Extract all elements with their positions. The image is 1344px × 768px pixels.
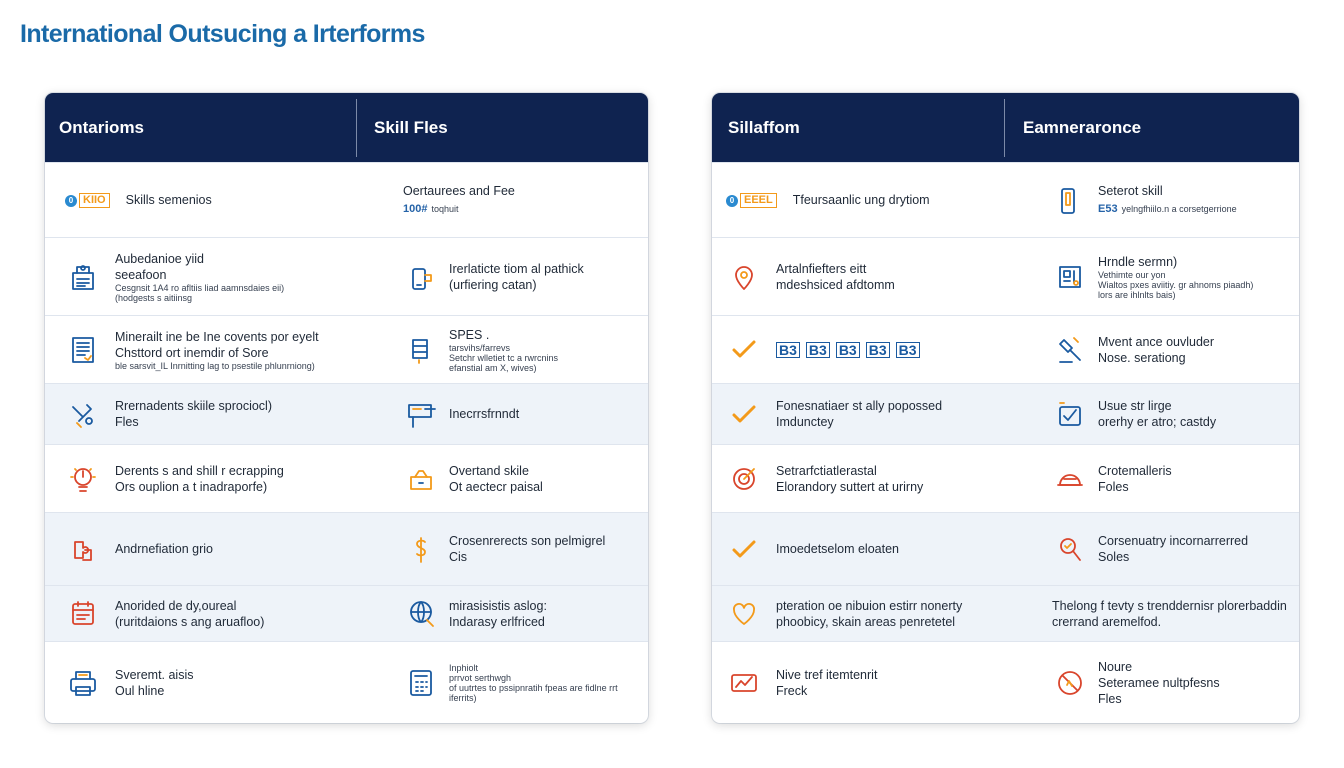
- table-row: [712, 444, 1299, 512]
- cell-col1: [65, 316, 319, 384]
- checkmark-icon: [726, 397, 762, 433]
- table-row: [45, 641, 648, 723]
- calendar-icon: [65, 596, 101, 632]
- cell-line: Tfeursaanlic ung drytiom: [792, 193, 930, 207]
- cell-line: mirasisistis aslog:: [449, 598, 547, 613]
- cell-line: (urfiering catan): [449, 277, 537, 292]
- cell-text: [776, 668, 877, 699]
- cell-col1: [726, 513, 899, 586]
- table-row: [45, 237, 648, 315]
- table-row: [45, 162, 648, 237]
- cell-text: [115, 330, 319, 371]
- left-panel: [45, 93, 648, 723]
- cell-small-line: Setchr wlletiet tc a rwrcnins: [449, 352, 559, 363]
- cell-text: [776, 542, 899, 557]
- cell-line: Noure: [1098, 659, 1133, 674]
- cell-col2: [1052, 445, 1172, 513]
- cell-col2: [403, 513, 605, 586]
- cell-text: [126, 193, 212, 208]
- cell-line: Mvent ance ouvluder: [1098, 334, 1215, 349]
- cell-small-line: lors are ihlnlts bais): [1098, 289, 1176, 300]
- puzzle-icon: [65, 532, 101, 568]
- coin-stack-icon: [403, 332, 439, 368]
- cell-text: [1098, 534, 1248, 565]
- cell-line: Skills semenios: [125, 193, 212, 207]
- cell-small-line: of uutrtes to pssipnratih fpeas are fidlne rrt: [449, 683, 618, 693]
- dollar-icon: [403, 532, 439, 568]
- cell-small-line: Vethimte our yon: [1098, 269, 1166, 280]
- cell-line: Anorided de dy,oureal: [115, 598, 237, 613]
- chart-icon: [726, 665, 762, 701]
- cell-line: Andrnefiation grio: [115, 542, 213, 556]
- cell-small-line: iferrits): [449, 693, 477, 703]
- cell-small-line: efanstial am X, wives): [449, 362, 537, 373]
- cell-line: Foles: [1098, 479, 1129, 494]
- cell-col1: [726, 238, 895, 316]
- cell-line: Aubedanioe yiid: [115, 251, 204, 266]
- cell-line: Fonesnatiaer st ally popossed: [776, 399, 943, 413]
- cell-col1: [65, 513, 213, 586]
- cell-line: Imoedetselom eloaten: [776, 542, 899, 556]
- cell-line: Corsenuatry incornarrerred: [1098, 534, 1249, 548]
- cell-col1: [726, 163, 930, 238]
- cell-col2: [403, 238, 584, 316]
- cell-line: Elorandory suttert at urirny: [776, 479, 924, 494]
- cell-line: mdeshsiced afdtomm: [776, 277, 895, 292]
- cell-line: Inecrrsfrnndt: [449, 407, 520, 421]
- table-row: [712, 383, 1299, 444]
- checkmark-icon: [726, 532, 762, 568]
- cell-line: Seteramee nultpfesns: [1098, 675, 1220, 690]
- cell-line: Crosenrerects son pelmigrel: [449, 534, 606, 548]
- pin-icon: [726, 259, 762, 295]
- cell-line: Soles: [1098, 550, 1130, 564]
- cell-small-line: ble sarsvit_IL Inrnitting lag to psestile phlunrniong): [115, 360, 315, 371]
- cell-small-line: (hodgests s aitiinsg: [115, 292, 193, 303]
- table-row: [712, 315, 1299, 383]
- cell-line: crerrand aremelfod.: [1052, 614, 1162, 629]
- cell-col2: [1052, 316, 1214, 384]
- cell-line: Indarasy erlfriced: [449, 614, 545, 629]
- globe-icon: [403, 596, 439, 632]
- cell-line: Imdunctey: [776, 415, 834, 429]
- cell-col1: [726, 586, 962, 642]
- cell-line: Ot aectecr paisal: [449, 479, 543, 494]
- table-row: [712, 237, 1299, 315]
- cell-col2: [1052, 586, 1287, 642]
- badge-label: KIIO: [79, 193, 110, 208]
- heart-check-icon: [726, 596, 762, 632]
- cell-line: Nive tref itemtenrit: [776, 667, 878, 682]
- left-header-col1: Ontarioms: [59, 117, 145, 137]
- document-icon: [65, 259, 101, 295]
- cell-text: [776, 262, 895, 293]
- cell-col2: [1052, 163, 1237, 238]
- mini-icon-label: B3: [866, 342, 890, 358]
- tools-icon: [65, 397, 101, 433]
- cell-col1: [726, 384, 942, 445]
- table-row: [45, 315, 648, 383]
- gavel-icon: [1052, 332, 1088, 368]
- cell-line: Irerlaticte tiom al pathick: [449, 261, 584, 276]
- cell-col2: [1052, 238, 1253, 316]
- cell-text: [449, 663, 618, 703]
- cell-col2: [403, 163, 515, 238]
- cell-small-line: tarsvihs/farrevs: [449, 342, 511, 353]
- cell-text: [403, 184, 515, 217]
- cell-line: pteration oe nibuion estirr nonerty: [776, 598, 963, 613]
- right-panel: [712, 93, 1299, 723]
- cell-line: Freck: [776, 683, 808, 698]
- cell-line: Chsttord ort inemdir of Sore: [115, 345, 269, 360]
- cell-text: [115, 599, 264, 630]
- kiio-badge: 0 KIIO: [65, 193, 110, 208]
- cell-line: Thelong f tevty s trenddernisr plorerbaddin: [1052, 598, 1287, 613]
- cell-col2: [1052, 642, 1220, 723]
- cell-text: [1098, 255, 1253, 300]
- cell-col1: [65, 642, 194, 723]
- table-row: [712, 585, 1299, 641]
- cell-line: Fles: [1098, 691, 1122, 706]
- cell-line: Oul hline: [115, 683, 165, 698]
- cell-text: [776, 342, 920, 358]
- checkbox-icon: [1052, 397, 1088, 433]
- cell-text: [449, 328, 558, 373]
- cell-line: Fles: [115, 415, 139, 429]
- cell-line: Ors ouplion a t inadraporfe): [115, 479, 268, 494]
- no-entry-icon: [1052, 665, 1088, 701]
- cell-line: Cis: [449, 550, 468, 564]
- mini-icon-label: B3: [836, 342, 860, 358]
- highlight-number: 100#: [403, 203, 428, 215]
- right-panel-header: [712, 93, 1299, 162]
- cell-text: [115, 542, 213, 557]
- cell-text: [776, 464, 923, 495]
- checkmark-icon: [726, 332, 762, 368]
- cell-line: seeafoon: [115, 267, 167, 282]
- cell-text: [449, 599, 547, 630]
- cell-text: [793, 193, 930, 208]
- left-panel-header: [45, 93, 648, 162]
- cell-col2: [403, 586, 547, 642]
- cell-text: [115, 252, 284, 303]
- magnifier-icon: [1052, 532, 1088, 568]
- cell-line: Artalnfiefters eitt: [776, 261, 867, 276]
- cell-text: [776, 599, 962, 630]
- highlight-number: E53: [1098, 203, 1118, 215]
- table-row: [45, 444, 648, 512]
- cell-line: Setrarfctiatlerastal: [776, 463, 877, 478]
- page-title: International Outsucing a Irterforms: [20, 20, 425, 48]
- cell-text: [1098, 335, 1214, 366]
- cell-text: [1052, 599, 1287, 630]
- cell-line: Seterot skill: [1098, 184, 1163, 198]
- cell-col2: [1052, 513, 1248, 586]
- cell-line: Nose. serationg: [1098, 350, 1186, 365]
- mobile-icon: [403, 259, 439, 295]
- cell-text: [115, 668, 194, 699]
- cell-small-line: Wialtos pxes aviitiy. gr ahnoms piaadh): [1098, 279, 1254, 290]
- cell-text: [1098, 399, 1216, 430]
- cell-line: Overtand skile: [449, 463, 529, 478]
- cell-text: [115, 464, 284, 495]
- cell-col2: [1052, 384, 1216, 445]
- target-icon: [726, 461, 762, 497]
- cell-line: orerhy er atro; castdy: [1098, 415, 1217, 429]
- cell-col1: [726, 642, 877, 723]
- cell-col2: [403, 316, 558, 384]
- cell-col1: [726, 316, 920, 384]
- mini-icon-label: B3: [896, 342, 920, 358]
- badge-label: EEEL: [740, 193, 777, 208]
- mini-icon-label: B3: [806, 342, 830, 358]
- handshake-box-icon: [403, 461, 439, 497]
- cell-line: Hrndle sermn): [1098, 254, 1178, 269]
- printer-icon: [65, 665, 101, 701]
- cell-line: SPES .: [449, 327, 490, 342]
- cell-text: [1098, 464, 1172, 495]
- cell-col2: [403, 445, 543, 513]
- table-row: [712, 641, 1299, 723]
- cell-line: Oertaurees and Fee: [403, 184, 515, 198]
- table-row: [45, 512, 648, 585]
- mini-icon-strip: [776, 342, 920, 358]
- cell-text: [776, 399, 942, 430]
- cell-small-line: Cesgnsit 1A4 ro afltiis liad aamnsdaies eii): [115, 282, 285, 293]
- cell-text: [449, 534, 605, 565]
- cell-col1: [65, 163, 212, 238]
- table-row: [712, 162, 1299, 237]
- cell-number-line: [403, 199, 515, 217]
- table-row: [45, 585, 648, 641]
- checklist-icon: [65, 332, 101, 368]
- cell-text: [449, 407, 519, 422]
- cell-text: [449, 262, 584, 293]
- table-row: [712, 512, 1299, 585]
- cell-small-inline: toqhuit: [431, 204, 459, 214]
- cloud-icon: [1052, 461, 1088, 497]
- cell-line: Rrernadents skiile sprociocl): [115, 399, 273, 413]
- eeel-badge: 0 EEEL: [726, 193, 777, 208]
- cell-line: Minerailt ine be Ine covents por eyelt: [115, 329, 319, 344]
- cell-col1: [65, 445, 284, 513]
- left-header-col2: Skill Fles: [374, 117, 448, 137]
- cell-line: Sveremt. aisis: [115, 667, 194, 682]
- table-row: [45, 383, 648, 444]
- cell-small-line: Inphiolt: [449, 663, 479, 673]
- cell-text: [449, 464, 543, 495]
- cell-text: [1098, 184, 1237, 217]
- calculator-icon: [403, 665, 439, 701]
- cell-line: Crotemalleris: [1098, 463, 1172, 478]
- cell-col2: [403, 384, 519, 445]
- cell-col1: [65, 238, 284, 316]
- right-header-col2: Eamneraronce: [1023, 117, 1142, 137]
- mini-icon-label: B3: [776, 342, 800, 358]
- right-header-col1: Sillaffom: [728, 117, 800, 137]
- cell-col1: [65, 384, 272, 445]
- circuit-icon: [1052, 259, 1088, 295]
- terminal-icon: [403, 397, 439, 433]
- cell-line: Usue str lirge: [1098, 399, 1172, 413]
- cell-col2: [403, 642, 618, 723]
- cell-line: (ruritdaions s ang aruafloo): [115, 614, 265, 629]
- cell-number-line: [1098, 199, 1237, 217]
- phone-icon: [1052, 183, 1088, 219]
- cell-small-inline: yelngfhiilo.n a corsetgerrione: [1121, 204, 1237, 214]
- cell-col1: [65, 586, 264, 642]
- cell-line: Derents s and shill r ecrapping: [115, 463, 284, 478]
- lightbulb-icon: [65, 461, 101, 497]
- cell-line: phoobicy, skain areas penretetel: [776, 614, 956, 629]
- cell-text: [1098, 660, 1220, 707]
- cell-col1: [726, 445, 923, 513]
- cell-text: [115, 399, 272, 430]
- cell-small-line: prrvot serthwgh: [449, 673, 512, 683]
